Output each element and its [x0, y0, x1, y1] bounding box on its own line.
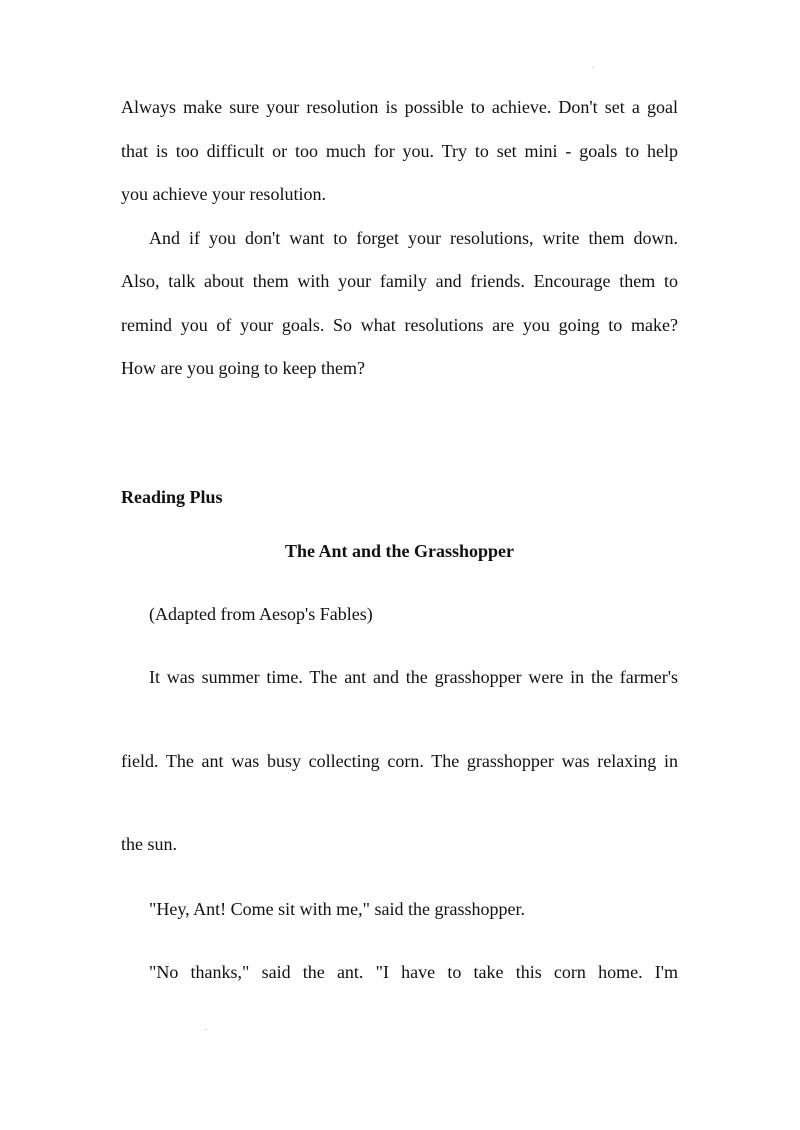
story-paragraph-2: "Hey, Ant! Come sit with me," said the grasshopper. — [149, 899, 525, 919]
source-note: (Adapted from Aesop's Fables) — [149, 604, 373, 624]
text-line: that is too difficult or too much for you. Try to set mini - goals to help — [121, 141, 678, 161]
text-line: Also, talk about them with your family and friends. Encourage them to — [121, 271, 678, 291]
text-line: remind you of your goals. So what resolutions are you going to make? — [121, 315, 678, 335]
story-paragraph-3: "No thanks," said the ant. "I have to take this corn home. I'm — [149, 962, 678, 982]
text-line: field. The ant was busy collecting corn. The grasshopper was relaxing in — [121, 751, 678, 771]
text-line: the sun. — [121, 834, 177, 854]
text-line: you achieve your resolution. — [121, 184, 326, 204]
text-line: How are you going to keep them? — [121, 358, 365, 378]
text-line: It was summer time. The ant and the grasshopper were in the farmer's — [149, 667, 678, 687]
page-footer-mark: . — [205, 1023, 207, 1032]
text-line: And if you don't want to forget your resolutions, write them down. — [149, 228, 678, 248]
page-header-mark: . — [592, 61, 594, 70]
text-line: Always make sure your resolution is possible to achieve. Don't set a goal — [121, 97, 678, 117]
story-title: The Ant and the Grasshopper — [284, 541, 515, 561]
section-heading: Reading Plus — [121, 487, 223, 507]
